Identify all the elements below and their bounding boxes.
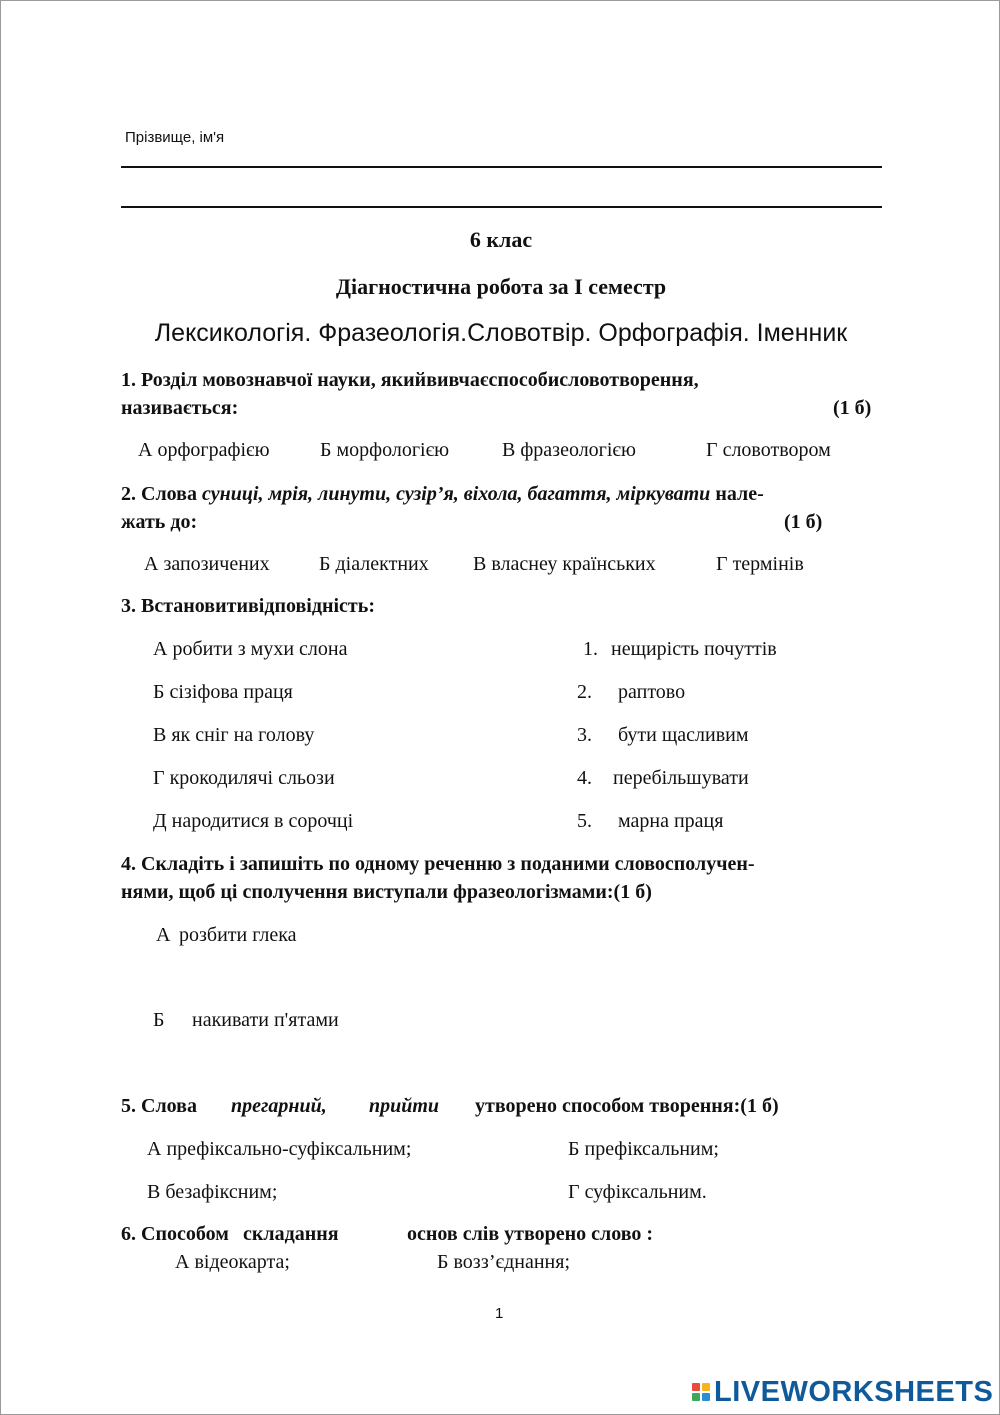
q1-option-b[interactable]: Б морфологією [320, 439, 450, 461]
name-line-1[interactable] [121, 166, 882, 168]
q4-b-text: накивати п'ятами [192, 1009, 339, 1031]
q3-right-number-1: 1. [583, 638, 598, 660]
q1-option-a[interactable]: А орфографією [138, 439, 270, 461]
liveworksheets-logo-icon [692, 1383, 710, 1401]
q2-option-b[interactable]: Б діалектних [319, 553, 429, 575]
page-number: 1 [495, 1305, 504, 1322]
liveworksheets-brand[interactable] [692, 1377, 993, 1407]
name-line-2[interactable] [121, 206, 882, 208]
topics-title: Лексикологія. Фразеологія.Словотвір. Орфографія. Іменник [154, 319, 848, 347]
q3-title: 3. Встановитивідповідність: [121, 595, 375, 617]
q4-line1: 4. Складіть і запишіть по одному реченню з поданими словосполучен- [121, 853, 755, 875]
q6-word2: складання [243, 1223, 339, 1245]
q2-points: (1 б) [784, 511, 823, 533]
q3-right-text-1[interactable]: нещирість почуттів [611, 638, 777, 660]
q3-right-text-3[interactable]: бути щасливим [618, 724, 749, 746]
q2-words: суниці, мрія, линути, сузір’я, віхола, багаття, міркувати [201, 483, 711, 505]
q5-tail: утворено способом творення:(1 б) [475, 1095, 779, 1117]
q5-option-c[interactable]: В безафіксним; [147, 1181, 278, 1203]
q6-word3: основ слів утворено слово : [407, 1223, 654, 1245]
q6-word1: 6. Способом [121, 1223, 229, 1245]
q3-left-b[interactable]: Б сізіфова праця [153, 681, 293, 703]
q5-option-d[interactable]: Г суфіксальним. [568, 1181, 707, 1203]
q3-left-d[interactable]: Г крокодилячі сльози [153, 767, 335, 789]
q5-lead: 5. Слова [121, 1095, 197, 1117]
q2-line1 [121, 483, 764, 506]
q6-option-a[interactable]: А відеокарта; [175, 1251, 290, 1273]
q2-option-c[interactable]: В власнеу країнських [473, 553, 656, 575]
q4-a-letter: А [156, 924, 171, 946]
q5-option-a[interactable]: А префіксально-суфіксальним; [147, 1138, 412, 1160]
q3-right-number-3: 3. [577, 724, 592, 746]
q1-line1: 1. Розділ мовознавчої науки, якийвивчаєспособисловотворення, [121, 369, 699, 391]
q2-option-d[interactable]: Г термінів [716, 553, 804, 575]
q3-right-number-5: 5. [577, 810, 592, 832]
liveworksheets-wordmark: LIVEWORKSHEETS [714, 1375, 994, 1408]
q6-option-b[interactable]: Б возз’єднання; [437, 1251, 570, 1273]
q2-line2: жать до: [121, 511, 198, 533]
q1-points: (1 б) [833, 397, 872, 419]
q3-right-number-4: 4. [577, 767, 592, 789]
grade-title: 6 клас [469, 227, 533, 252]
q4-line2: нями, щоб ці сполучення виступали фразеологізмами:(1 б) [121, 881, 652, 903]
q3-right-text-2[interactable]: раптово [618, 681, 686, 703]
q3-right-text-5[interactable]: марна праця [618, 810, 724, 832]
q4-a-text: розбити глека [179, 924, 297, 946]
q2-suffix: нале- [710, 483, 764, 505]
q3-left-a[interactable]: А робити з мухи слона [153, 638, 348, 660]
work-title: Діагностична робота за I семестр [335, 274, 667, 299]
q2-option-a[interactable]: А запозичених [144, 553, 270, 575]
q5-word2: прийти [369, 1095, 440, 1117]
q5-word1: прегарний, [231, 1095, 327, 1117]
q5-option-b[interactable]: Б префіксальним; [568, 1138, 719, 1160]
q3-left-c[interactable]: В як сніг на голову [153, 724, 315, 746]
q1-option-d[interactable]: Г словотвором [706, 439, 831, 461]
q3-right-number-2: 2. [577, 681, 592, 703]
name-label: Прізвище, ім'я [125, 129, 225, 146]
q2-prefix: 2. Слова [121, 483, 202, 505]
q1-option-c[interactable]: В фразеологією [502, 439, 636, 461]
q3-left-e[interactable]: Д народитися в сорочці [153, 810, 354, 832]
q3-right-text-4[interactable]: перебільшувати [613, 767, 749, 789]
q4-b-letter: Б [153, 1009, 165, 1031]
q1-line2: називається: [121, 397, 239, 419]
